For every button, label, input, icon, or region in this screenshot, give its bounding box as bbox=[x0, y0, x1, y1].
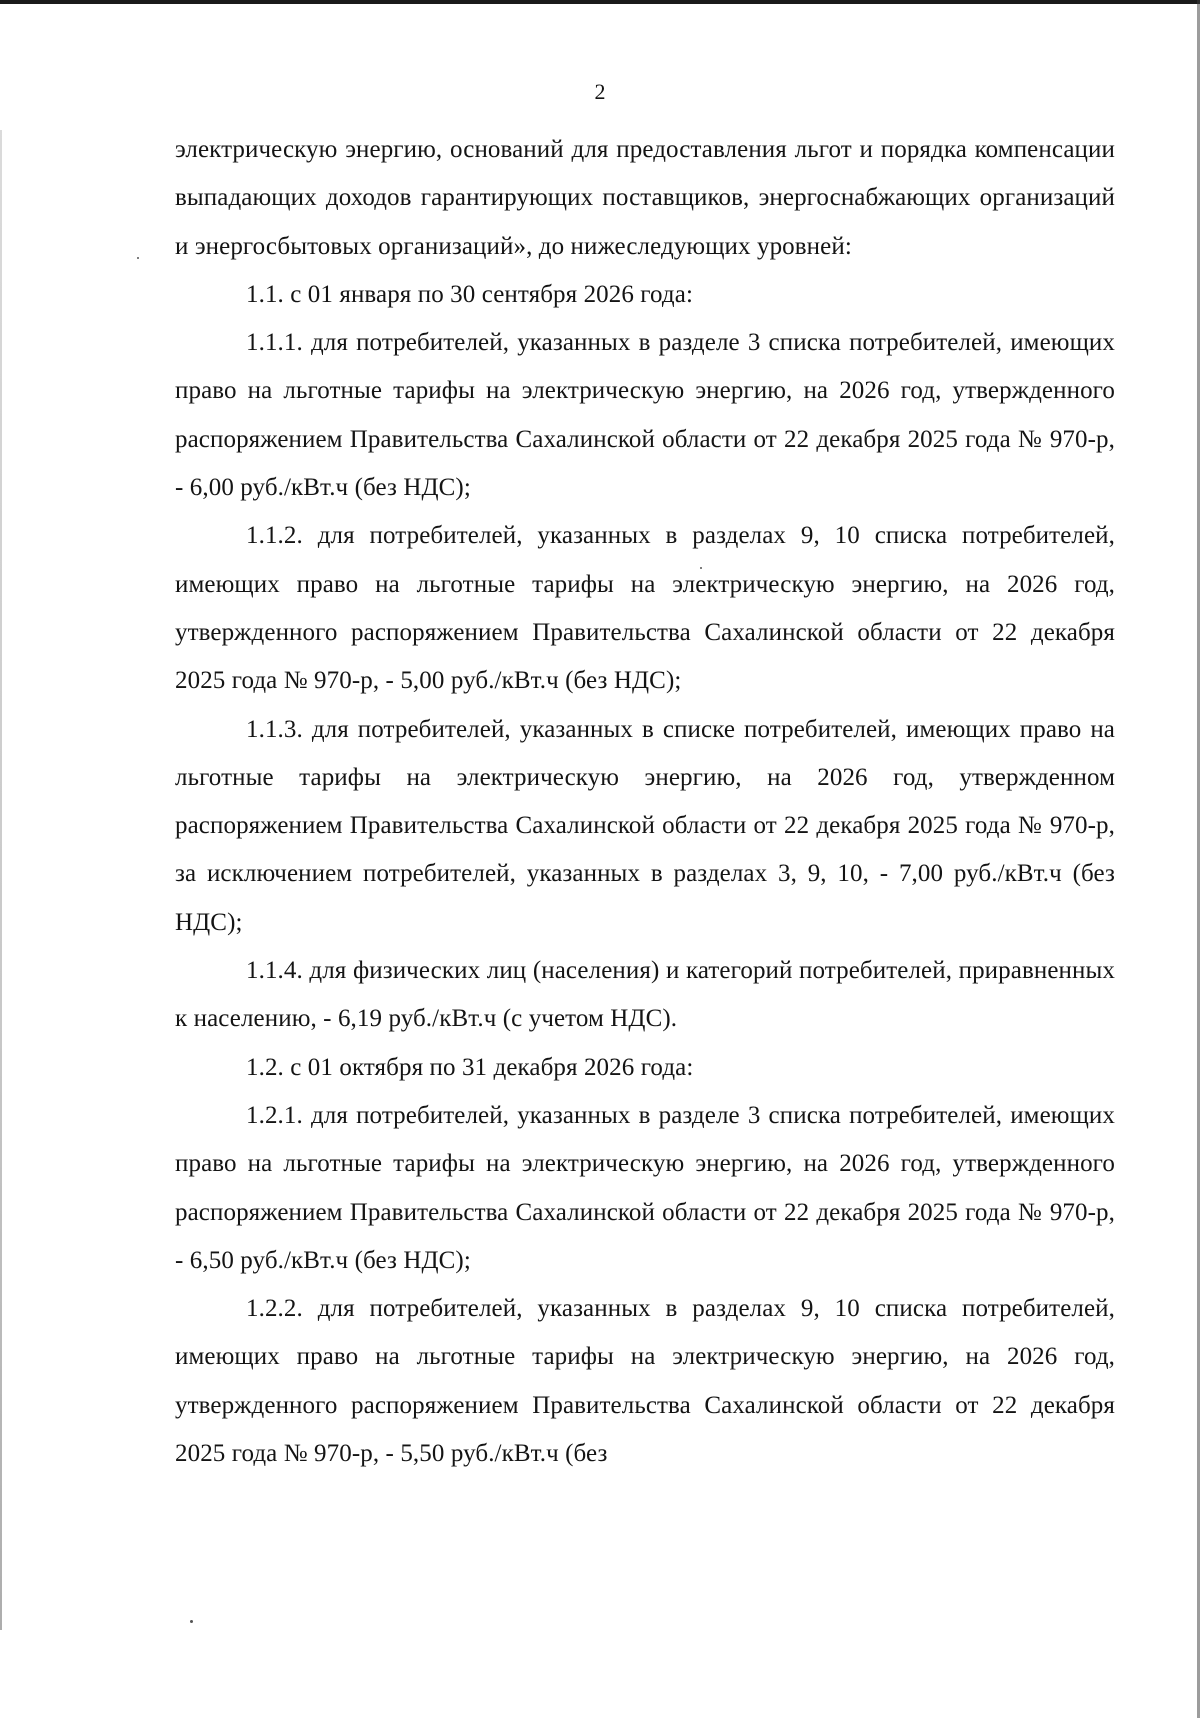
paragraph-1-1-1: 1.1.1. для потребителей, указанных в разделе 3 списка потребителей, имеющих право на льготные тарифы на электрическую энергию, на 2026 год, утвержденного распоряжением Правительства Сахалинской области от 22 декабря 2025 года № 970-р, - 6,00 руб./кВт.ч (без НДС); bbox=[175, 329, 1115, 502]
scan-speck bbox=[190, 1620, 193, 1623]
paragraph-continuation: электрическую энергию, оснований для предоставления льгот и порядка компенсации выпадающих доходов гарантирующих поставщиков, энергоснабжающих организаций и энергосбытовых организаций», до нижеследующих уровней: bbox=[175, 136, 1115, 260]
top-border-line bbox=[0, 0, 1200, 4]
page-number: 2 bbox=[594, 79, 606, 104]
paragraph-1-1-3: 1.1.3. для потребителей, указанных в списке потребителей, имеющих право на льготные тарифы на электрическую энергию, на 2026 год, утвержденном распоряжением Правительства Сахалинской области от 22 декабря 2025 года № 970-р, за исключением потребителей, указанных в разделах 3, 9, 10, - 7,00 руб./кВт.ч (без НДС); bbox=[175, 715, 1115, 936]
paragraph-1-2: 1.2. с 01 октября по 31 декабря 2026 года: bbox=[246, 1053, 694, 1081]
scan-speck bbox=[700, 567, 702, 569]
paragraph-1-2-1: 1.2.1. для потребителей, указанных в разделе 3 списка потребителей, имеющих право на льготные тарифы на электрическую энергию, на 2026 год, утвержденного распоряжением Правительства Сахалинской области от 22 декабря 2025 года № 970-р, - 6,50 руб./кВт.ч (без НДС); bbox=[175, 1101, 1115, 1274]
document-body bbox=[175, 126, 1115, 1478]
paragraph-1-2-2: 1.2.2. для потребителей, указанных в разделах 9, 10 списка потребителей, имеющих право на льготные тарифы на электрическую энергию, на 2026 год, утвержденного распоряжением Правительства Сахалинской области от 22 декабря 2025 года № 970-р, - 5,50 руб./кВт.ч (без bbox=[175, 1295, 1115, 1468]
scan-speck bbox=[137, 257, 139, 259]
paragraph-1-1-2: 1.1.2. для потребителей, указанных в разделах 9, 10 списка потребителей, имеющих право на льготные тарифы на электрическую энергию, на 2026 год, утвержденного распоряжением Правительства Сахалинской области от 22 декабря 2025 года № 970-р, - 5,00 руб./кВт.ч (без НДС); bbox=[175, 522, 1115, 695]
paragraph-1-1-4: 1.1.4. для физических лиц (населения) и категорий потребителей, приравненных к населению, - 6,19 руб./кВт.ч (с учетом НДС). bbox=[175, 957, 1115, 1033]
paragraph-1-1: 1.1. с 01 января по 30 сентября 2026 года: bbox=[246, 280, 693, 308]
left-scan-edge bbox=[0, 130, 2, 1630]
